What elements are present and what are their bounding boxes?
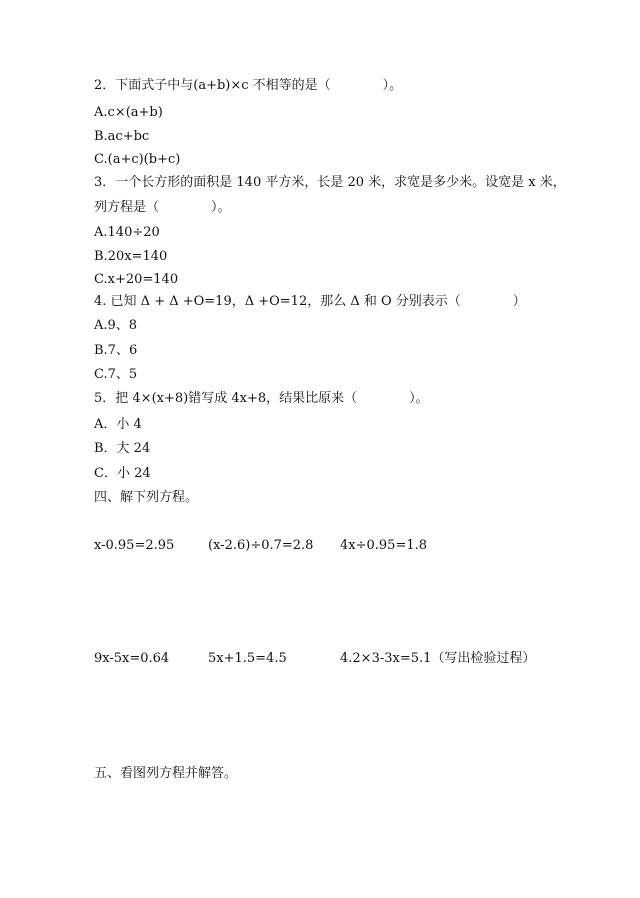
equation-4: 9x-5x=0.64	[94, 651, 170, 666]
question-2-option-b: B.ac+bc	[94, 129, 150, 144]
question-2-option-c: C.(a+c)(b+c)	[94, 152, 181, 167]
question-5-option-b: B．大 24	[94, 441, 151, 456]
question-3-stem-line2: 列方程是（ ）。	[94, 200, 231, 215]
equation-1: x-0.95=2.95	[94, 538, 175, 553]
question-4-option-b: B.7、6	[94, 343, 138, 358]
question-5-stem: 5．把 4×(x+8)错写成 4x+8，结果比原来（ ）。	[94, 391, 429, 406]
question-3-option-a: A.140÷20	[94, 225, 160, 240]
equation-2: (x-2.6)÷0.7=2.8	[208, 538, 314, 553]
equation-6: 4.2×3-3x=5.1（写出检验过程）	[340, 651, 536, 666]
question-5-option-a: A．小 4	[94, 417, 142, 432]
equation-5: 5x+1.5=4.5	[208, 651, 287, 666]
question-2-stem: 2．下面式子中与(a+b)×c 不相等的是（ ）。	[94, 78, 403, 93]
equation-3: 4x÷0.95=1.8	[340, 538, 428, 553]
question-4-stem: 4. 已知 Δ + Δ +O=19，Δ +O=12，那么 Δ 和 O 分别表示（ ）	[94, 294, 526, 309]
question-3-option-c: C.x+20=140	[94, 272, 179, 287]
question-2-option-a: A.c×(a+b)	[94, 105, 163, 120]
question-4-option-c: C.7、5	[94, 367, 138, 382]
section-5-heading: 五、看图列方程并解答。	[94, 766, 238, 781]
section-4-heading: 四、解下列方程。	[94, 490, 199, 505]
question-5-option-c: C．小 24	[94, 466, 151, 481]
question-3-option-b: B.20x=140	[94, 249, 168, 264]
question-4-option-a: A.9、8	[94, 318, 138, 333]
question-3-stem-line1: 3．一个长方形的面积是 140 平方米，长是 20 米，求宽是多少米。设宽是 x 米，	[94, 175, 566, 190]
